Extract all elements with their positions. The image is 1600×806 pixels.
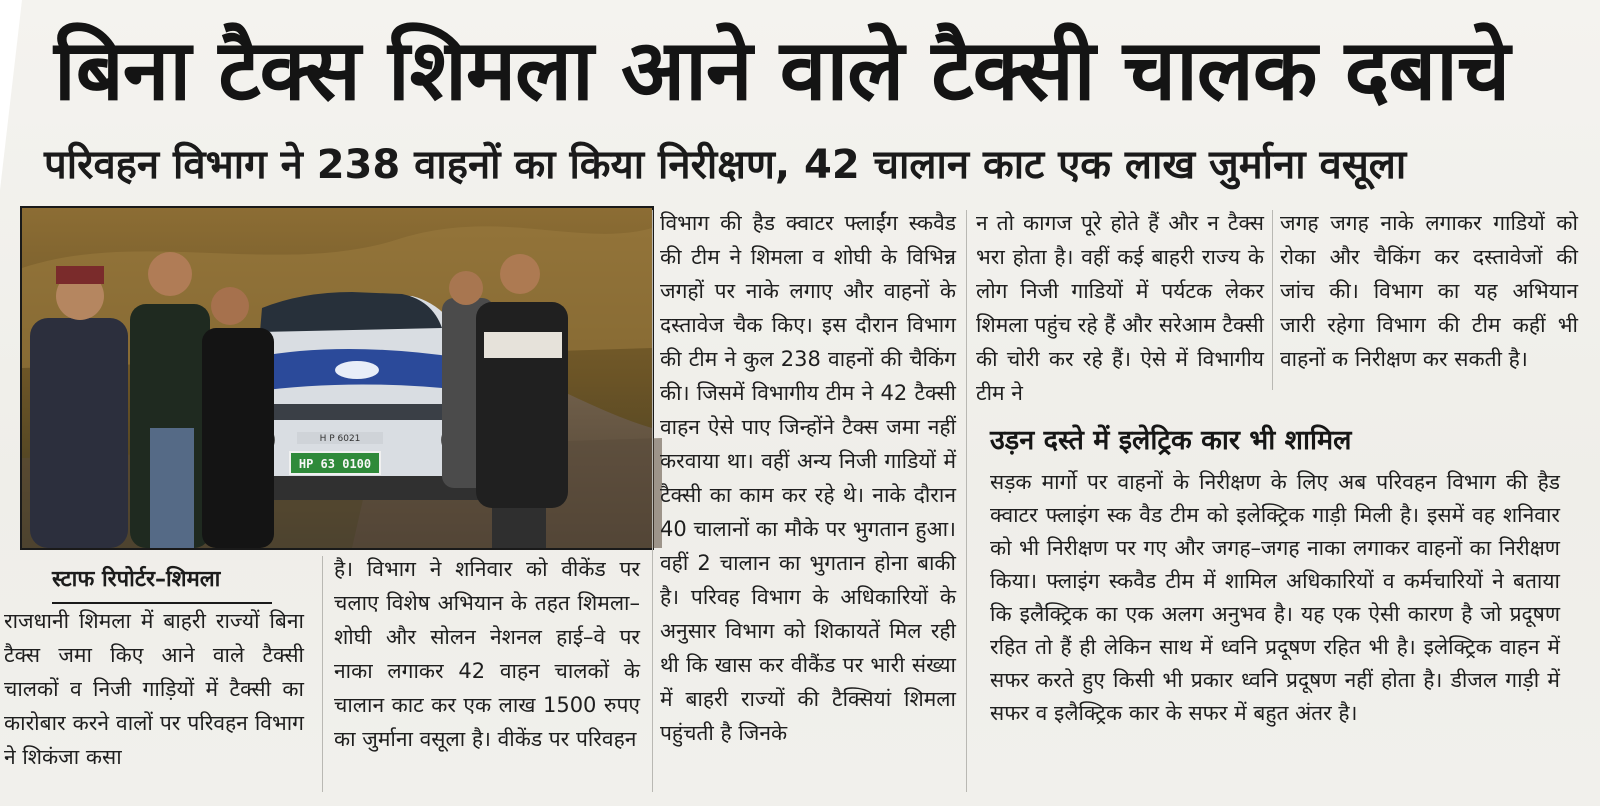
article-column-5 xyxy=(1280,206,1578,392)
torn-paper-edge xyxy=(0,0,22,190)
column-3-text: विभाग की हैड क्वाटर फ्लाईंग स्कवैड की टीम ने शिमला व शोघी के विभिन्न जगहों पर नाके लगाए और वाहनों के दस्तावेज चैक किए। इस दौरान विभाग की टीम ने कुल 238 वाहनों की चैकिंग की। जिसमें विभागीय टीम ने 42 टैक्सी वाहन ऐसे पाए जिन्होंने टैक्स जमा नहीं करवाया था। वहीं अन्य निजी गाडियों में टैक्सी का काम कर रहे थे। नाके दौरान 40 चालानों का मौके पर भुगतान हुआ। वहीं 2 चालान का भुगतान होना बाकी है। परिवह विभाग के अधिकारियों के अनुसार विभाग को शिकायतें मिल रही थी कि खास कर वीकैंड पर भारी संख्या में बाहरी राज्यों की टैक्सियां शिमला पहुंचती है जिनके xyxy=(660,211,956,745)
section-heading: उड़न दस्ते में इलेट्रिक कार भी शामिल xyxy=(990,425,1352,456)
article-column-1 xyxy=(4,604,304,794)
license-plate: HP 63 0100 xyxy=(298,457,372,471)
article-column-3 xyxy=(660,206,956,796)
article-column-6 xyxy=(990,466,1560,766)
article-column-2 xyxy=(334,552,640,792)
column-1-text: राजधानी शिमला में बाहरी राज्यों बिना टैक्स जमा किए आने वाले टैक्सी चालकों व निजी गाड़ियों में टैक्सी का कारोबार करने वालों पर परिवहन विभाग ने शिकंजा कसा xyxy=(4,609,304,769)
column-divider xyxy=(652,210,653,792)
column-divider xyxy=(966,210,967,792)
car-plate-top: H P 6021 xyxy=(319,434,361,444)
column-2-text: है। विभाग ने शनिवार को वीकेंड पर चलाए विशेष अभियान के तहत शिमला–शोघी और सोलन नेशनल हाई–वे पर नाका लगाकर 42 वाहन चालकों के चालान काट कर एक लाख 1500 रुपए का जुर्माना वसूला है। वीकेंड पर परिवहन xyxy=(334,557,640,751)
photo-illustration xyxy=(22,208,652,548)
byline: स्टाफ रिपोर्टर–शिमला xyxy=(52,562,272,604)
subheadline: परिवहन विभाग ने 238 वाहनों का किया निरीक्षण, 42 चालान काट एक लाख जुर्माना वसूला xyxy=(44,142,1407,188)
news-photo xyxy=(20,206,654,550)
headline: बिना टैक्स शिमला आने वाले टैक्सी चालक दबाचे xyxy=(54,21,1510,119)
column-5-text: जगह जगह नाके लगाकर गाडियों को रोका और चैकिंग कर दस्तावेजों की जांच की। विभाग का यह अभियान जारी रहेगा विभाग की टीम कहीं भी वाहनों क निरीक्षण कर सकती है। xyxy=(1280,211,1578,371)
article-column-4 xyxy=(976,206,1264,405)
column-divider xyxy=(1272,210,1273,390)
column-6-text: सड़क मार्गो पर वाहनों के निरीक्षण के लिए अब परिवहन विभाग की हैड क्वाटर फ्लाइंग स्क वैड टीम को इलेक्ट्रिक गाड़ी मिली है। इसमें वह शनिवार को भी निरीक्षण पर गए और जगह–जगह नाका लगाकर वाहनों का निरीक्षण किया। फ्लाइंग स्कवैड टीम में शामिल अधिकारियों व कर्मचारियों ने बताया कि इलैक्ट्रिक का एक अलग अनुभव है। यह एक ऐसी कारण है जो प्रदूषण रहित तो हैं ही लेकिन साथ में ध्वनि प्रदूषण रहित भी है। इलेक्ट्रिक वाहन में सफर करते हुए किसी भी प्रकार ध्वनि प्रदूषण नहीं होता है। डीजल गाड़ी में सफर व इलैक्ट्रिक कार के सफर में बहुत अंतर है। xyxy=(990,470,1560,725)
column-4-text: न तो कागज पूरे होते हैं और न टैक्स भरा होता है। वहीं कई बाहरी राज्य के लोग निजी गाडियों में पर्यटक लेकर शिमला पहुंच रहे हैं और सरेआम टैक्सी की चोरी कर रहे हैं। ऐसे में विभागीय टीम ने xyxy=(976,211,1264,405)
column-divider xyxy=(322,556,323,792)
